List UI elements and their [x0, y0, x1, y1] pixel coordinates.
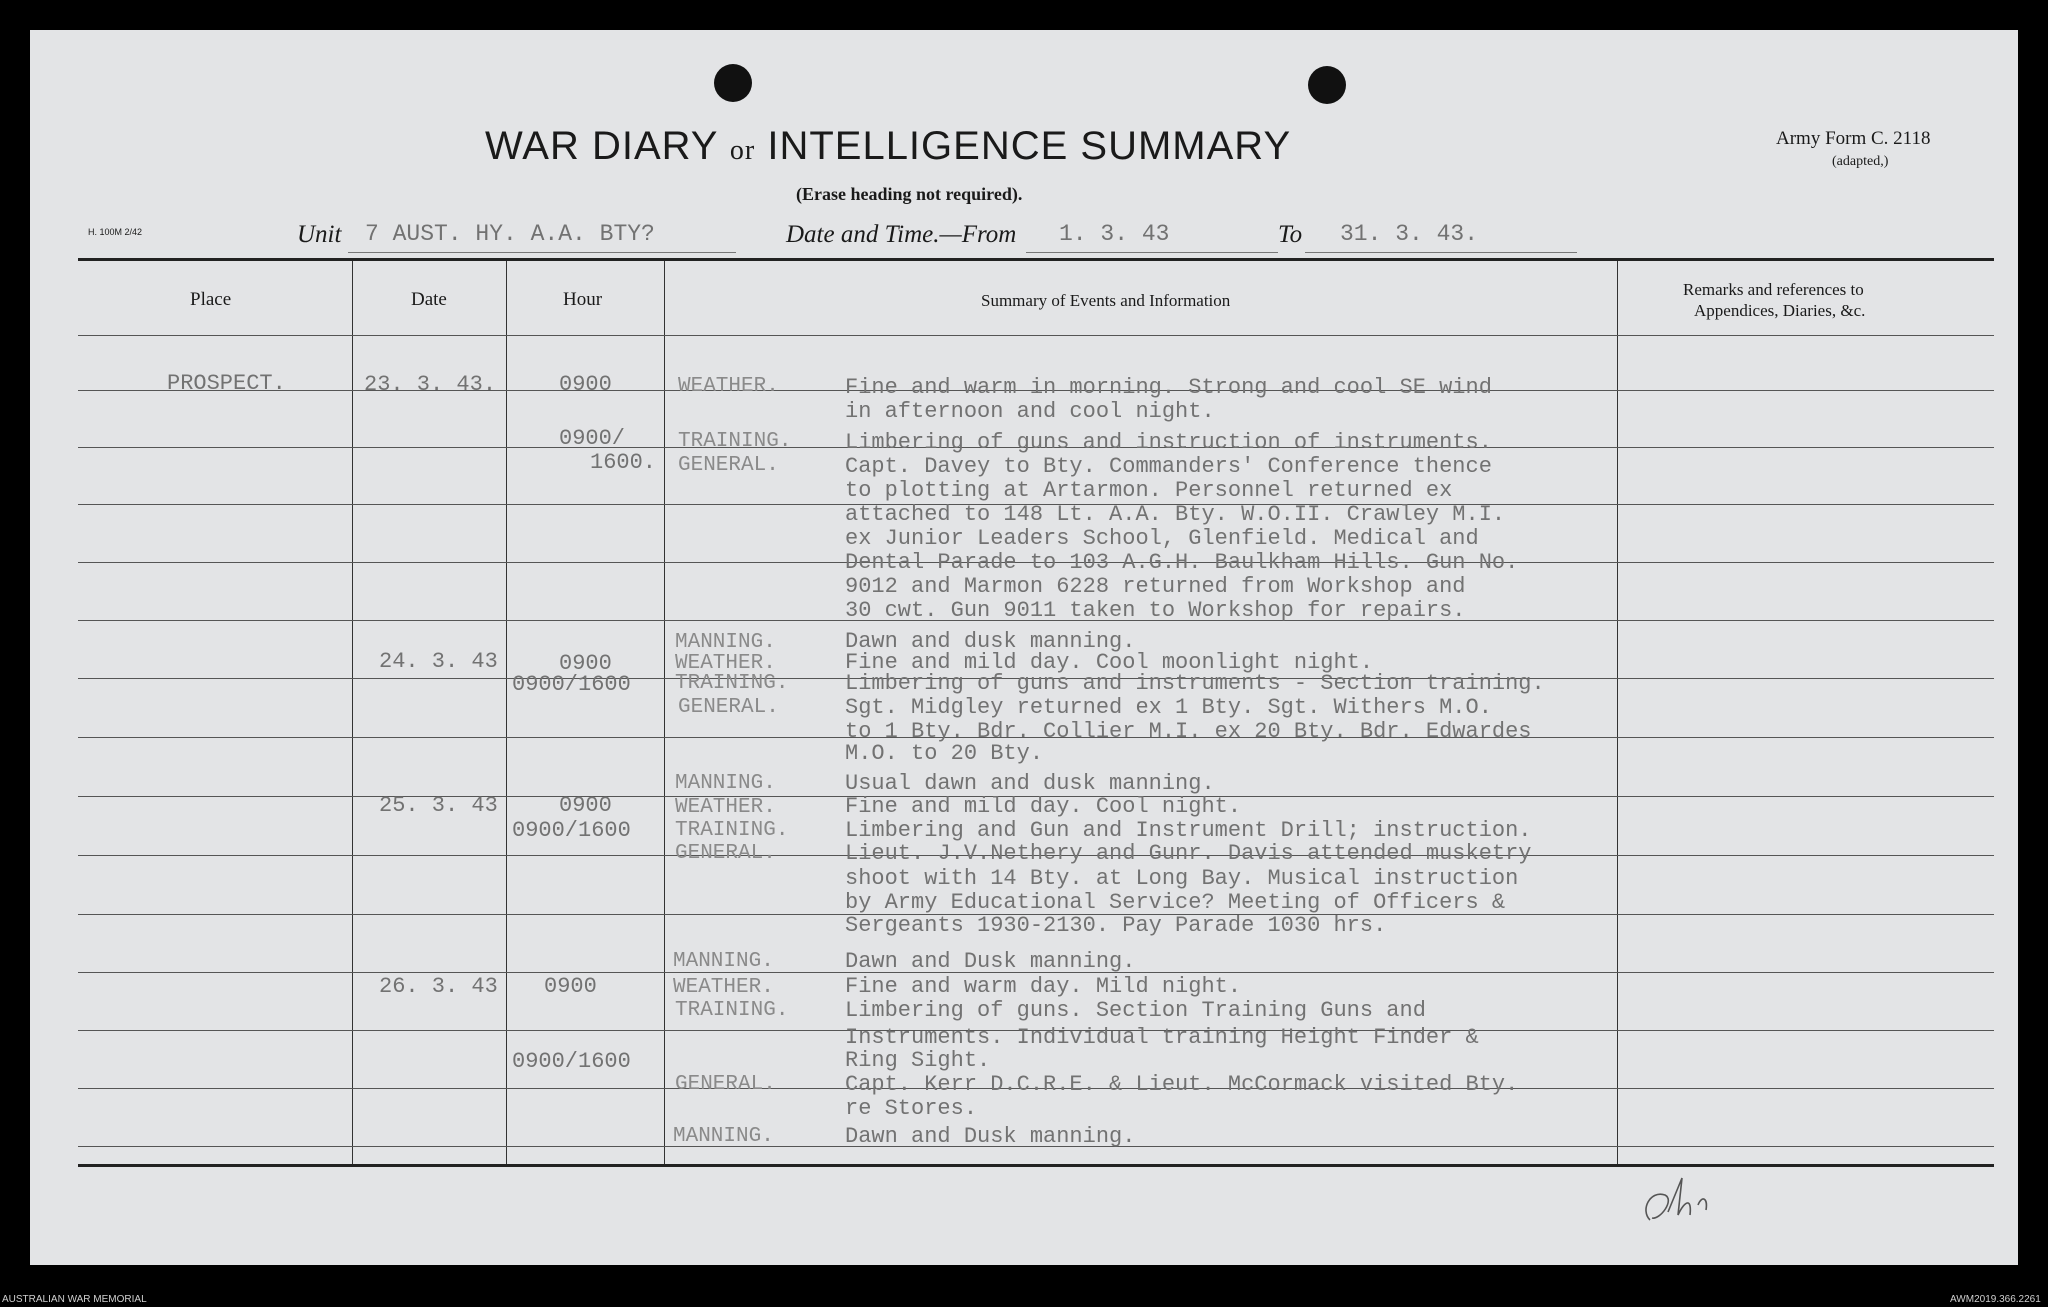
summary-line: Dawn and Dusk manning. — [845, 1124, 1136, 1149]
category-label: GENERAL. — [678, 696, 779, 719]
unit-label: Unit — [297, 221, 342, 248]
summary-line: Capt. Davey to Bty. Commanders' Conference thence — [845, 454, 1492, 479]
header-date: Date — [411, 289, 447, 310]
category-label: GENERAL. — [678, 454, 779, 477]
summary-line: to 1 Bty. Bdr. Collier M.I. ex 20 Bty. Bdr. Edwardes — [845, 719, 1532, 744]
column-rule-3 — [664, 261, 665, 1164]
date-entry: 25. 3. 43 — [379, 793, 498, 818]
date-time-label: Date and Time.—From — [786, 221, 1017, 248]
category-label: MANNING. — [673, 950, 774, 973]
summary-line: Fine and mild day. Cool moonlight night. — [845, 650, 1374, 675]
form-title — [485, 124, 1291, 169]
summary-line: Ring Sight. — [845, 1048, 991, 1073]
unit-value: 7 AUST. HY. A.A. BTY? — [365, 221, 655, 247]
hour-entry: 0900/1600 — [512, 818, 631, 843]
to-underline — [1305, 252, 1577, 253]
category-label: TRAINING. — [678, 430, 792, 453]
header-place: Place — [190, 289, 232, 310]
header-remarks-1: Remarks and references to — [1683, 280, 1864, 299]
column-rule-2 — [506, 261, 507, 1164]
hour-entry: 0900 — [559, 372, 612, 397]
summary-line: M.O. to 20 Bty. — [845, 741, 1044, 766]
hour-entry: 0900/1600 — [512, 1049, 631, 1074]
header-hour: Hour — [563, 289, 603, 310]
place-entry: PROSPECT. — [167, 371, 286, 396]
category-label: GENERAL. — [675, 1073, 776, 1096]
summary-line: Limbering of guns. Section Training Guns and — [845, 998, 1426, 1023]
date-entry: 23. 3. 43. — [364, 372, 497, 397]
summary-line: Dawn and dusk manning. — [845, 629, 1136, 654]
summary-line: Fine and warm in morning. Strong and cool SE wind — [845, 375, 1492, 400]
category-label: GENERAL. — [675, 842, 776, 865]
hour-entry: 1600. — [590, 450, 657, 475]
category-label: WEATHER. — [678, 375, 779, 398]
summary-line: 30 cwt. Gun 9011 taken to Workshop for repairs. — [845, 598, 1466, 623]
adapted-label: (adapted,) — [1832, 154, 1889, 169]
hour-entry: 0900 — [544, 974, 597, 999]
to-value: 31. 3. 43. — [1340, 221, 1479, 247]
unit-underline — [348, 252, 736, 253]
summary-line: Limbering and Gun and Instrument Drill; instruction. — [845, 818, 1532, 843]
hour-entry: 0900 — [559, 793, 612, 818]
hour-entry: 0900 — [559, 651, 612, 676]
category-label: MANNING. — [673, 1125, 774, 1148]
date-entry: 24. 3. 43 — [379, 649, 498, 674]
summary-line: Sgt. Midgley returned ex 1 Bty. Sgt. Withers M.O. — [845, 695, 1492, 720]
summary-line: Instruments. Individual training Height Finder & — [845, 1025, 1479, 1050]
print-code: H. 100M 2/42 — [88, 227, 143, 237]
from-underline — [1026, 252, 1278, 253]
handwritten-initials — [1630, 1170, 1750, 1230]
title-right: INTELLIGENCE SUMMARY — [767, 124, 1292, 168]
hour-entry: 0900/1600 — [512, 672, 631, 697]
title-or: or — [729, 135, 756, 166]
header-summary: Summary of Events and Information — [981, 291, 1231, 310]
category-label: TRAINING. — [675, 819, 789, 842]
date-entry: 26. 3. 43 — [379, 974, 498, 999]
category-label: TRAINING. — [675, 672, 789, 695]
footer-left: AUSTRALIAN WAR MEMORIAL — [2, 1294, 147, 1305]
summary-line: to plotting at Artarmon. Personnel returned ex — [845, 478, 1453, 503]
summary-line: Sergeants 1930-2130. Pay Parade 1030 hrs. — [845, 913, 1387, 938]
table-bottom-rule — [78, 1164, 1994, 1167]
punch-hole-left — [714, 64, 752, 102]
summary-line: Limbering of guns and instruction of instruments. — [845, 430, 1492, 455]
diary-sheet — [30, 30, 2018, 1265]
header-remarks-2: Appendices, Diaries, &c. — [1694, 301, 1866, 320]
summary-line: attached to 148 Lt. A.A. Bty. W.O.II. Crawley M.I. — [845, 502, 1506, 527]
summary-line: 9012 and Marmon 6228 returned from Workshop and — [845, 574, 1466, 599]
category-label: MANNING. — [675, 631, 776, 654]
summary-line: re Stores. — [845, 1096, 978, 1121]
summary-line: Capt. Kerr D.C.R.E. & Lieut. McCormack visited Bty. — [845, 1072, 1519, 1097]
summary-line: Fine and warm day. Mild night. — [845, 974, 1242, 999]
summary-line: by Army Educational Service? Meeting of Officers & — [845, 890, 1506, 915]
category-label: TRAINING. — [675, 999, 789, 1022]
summary-line: shoot with 14 Bty. at Long Bay. Musical instruction — [845, 866, 1519, 891]
summary-line: Usual dawn and dusk manning. — [845, 771, 1215, 796]
column-rule-1 — [352, 261, 353, 1164]
column-rule-4 — [1617, 261, 1618, 1164]
summary-line: ex Junior Leaders School, Glenfield. Medical and — [845, 526, 1479, 551]
category-label: WEATHER. — [675, 652, 776, 675]
punch-hole-right — [1308, 66, 1346, 104]
hour-entry: 0900/ — [559, 426, 626, 451]
form-subtitle: (Erase heading not required). — [796, 184, 1023, 204]
from-value: 1. 3. 43 — [1059, 221, 1170, 247]
category-label: WEATHER. — [675, 796, 776, 819]
summary-line: Lieut. J.V.Nethery and Gunr. Davis attended musketry — [845, 841, 1532, 866]
footer-right: AWM2019.366.2261 — [1950, 1294, 2041, 1305]
summary-line: Limbering of guns and instruments - Section training. — [845, 671, 1545, 696]
category-label: MANNING. — [675, 772, 776, 795]
summary-line: Fine and mild day. Cool night. — [845, 794, 1242, 819]
summary-line: in afternoon and cool night. — [845, 399, 1215, 424]
to-label: To — [1278, 221, 1303, 248]
title-left: WAR DIARY — [485, 124, 718, 168]
table-top-rule — [78, 258, 1994, 261]
row-rule — [78, 335, 1994, 336]
category-label: WEATHER. — [673, 976, 774, 999]
summary-line: Dental Parade to 103 A.G.H. Baulkham Hills. Gun No. — [845, 550, 1519, 575]
army-form-label: Army Form C. 2118 — [1776, 128, 1931, 149]
summary-line: Dawn and Dusk manning. — [845, 949, 1136, 974]
